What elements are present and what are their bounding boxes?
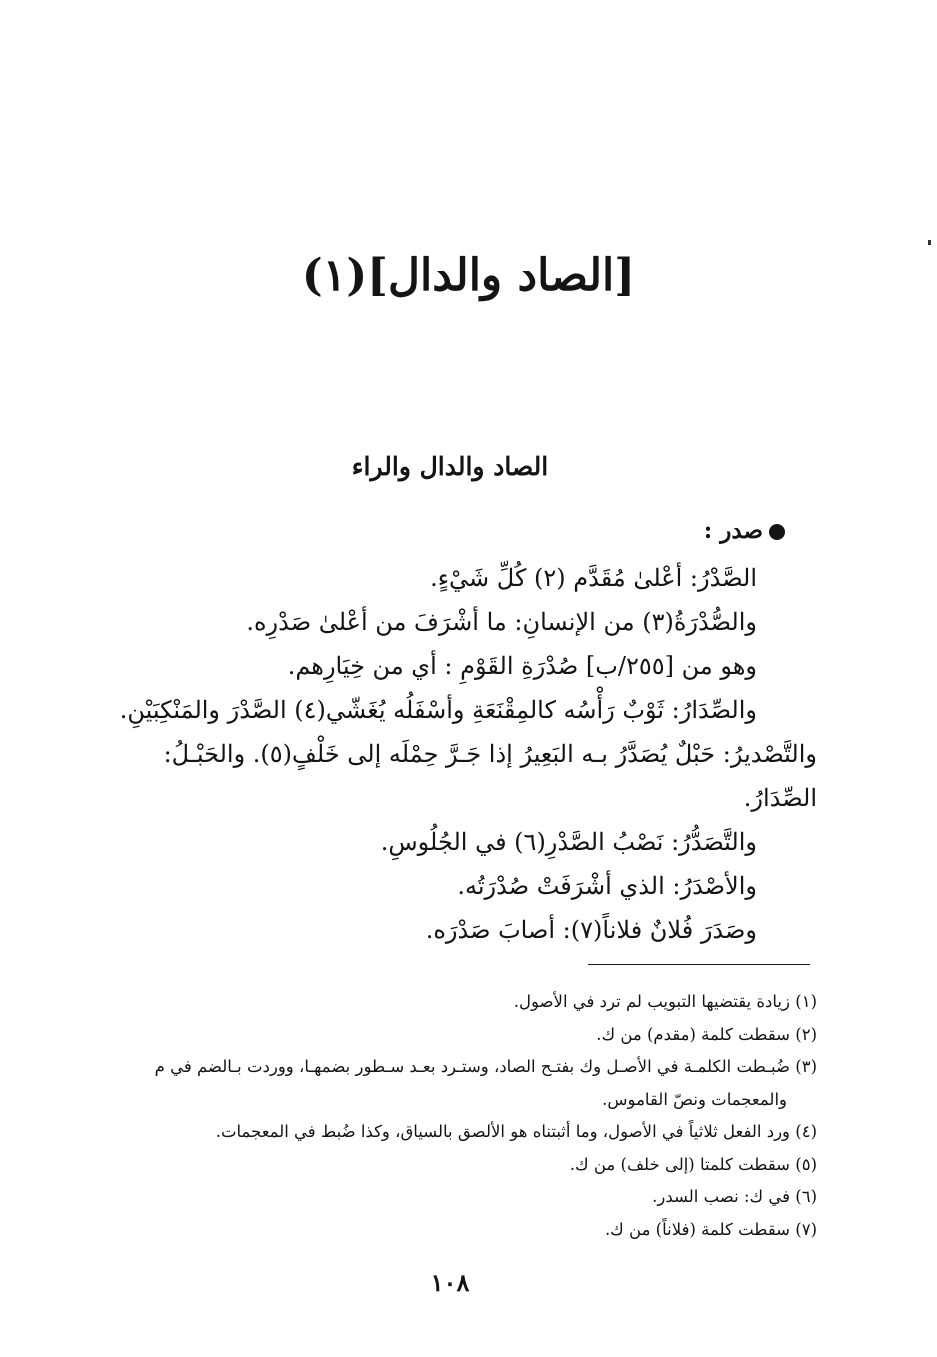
- chapter-title: [الصاد والدال](١): [301, 250, 636, 301]
- body-line: والتَّصْديرُ: حَبْلٌ يُصَدَّرُ بـه البَعِيرُ إذا جَـرَّ حِمْلَه إلى خَلْفٍ(٥). والحَبْـلُ:: [163, 740, 817, 768]
- body-line: والتَّصَدُّرُ: نَصْبُ الصَّدْرِ(٦) في الجُلُوسِ.: [380, 828, 757, 856]
- margin-mark: [928, 240, 931, 245]
- entry-root-label: صدر :: [703, 517, 763, 544]
- body-line: الصِّدَارُ.: [743, 784, 817, 812]
- body-line: والصُّدْرَةُ(٣) من الإنسانِ: ما أشْرَفَ من أعْلىٰ صَدْرِه.: [246, 608, 757, 636]
- footnote-divider: [588, 964, 810, 965]
- footnotes: [77, 986, 817, 1246]
- bullet-icon: [769, 524, 785, 540]
- body-line: والأصْدَرُ: الذي أشْرَفَتْ صُدْرَتُه.: [457, 872, 757, 900]
- footnote: (١) زيادة يقتضيها التبويب لم ترد في الأصول.: [513, 992, 817, 1011]
- body-line: والصِّدَارُ: ثَوْبٌ رَأْسُه كالمِقْنَعَةِ وأسْفَلُه يُغَشّي(٤) الصَّدْرَ والمَنْكِبَيْنِ.: [119, 696, 757, 724]
- body-line: الصَّدْرُ: أعْلىٰ مُقَدَّم (٢) كُلِّ شَيْءٍ.: [430, 564, 757, 592]
- body-line: وصَدَرَ فُلانٌ فلاناً(٧): أصابَ صَدْرَه.: [425, 916, 757, 944]
- footnote-continuation: والمعجمات ونصّ القاموس.: [602, 1089, 787, 1109]
- entry-root-heading: [704, 517, 785, 544]
- footnote: (٦) في ك: نصب السدر.: [652, 1187, 817, 1206]
- footnote: (٥) سقطت كلمتا (إلى خلف) من ك.: [569, 1154, 817, 1174]
- footnote: (٤) ورد الفعل ثلاثياً في الأصول، وما أثبتناه هو الألصق بالسياق، وكذا ضُبط في المعجمات.: [215, 1122, 817, 1141]
- footnote: (٧) سقطت كلمة (فلاناً) من ك.: [604, 1219, 817, 1239]
- footnote: (٣) ضُبـطت الكلمـة في الأصـل وك بفتـح الصاد، وستـرد بعـد سـطور بضمهـا، ووردت بـالضم في م: [154, 1057, 817, 1076]
- section-title: الصاد والدال والراء: [351, 452, 549, 481]
- footnote: (٢) سقطت كلمة (مقدم) من ك.: [596, 1024, 817, 1044]
- body-line: وهو من [٢٥٥/ب] صُدْرَةِ القَوْمِ : أي من خِيَارِهم.: [287, 652, 757, 680]
- entry-body: [97, 556, 817, 952]
- page-number: ١٠٨: [430, 1268, 470, 1297]
